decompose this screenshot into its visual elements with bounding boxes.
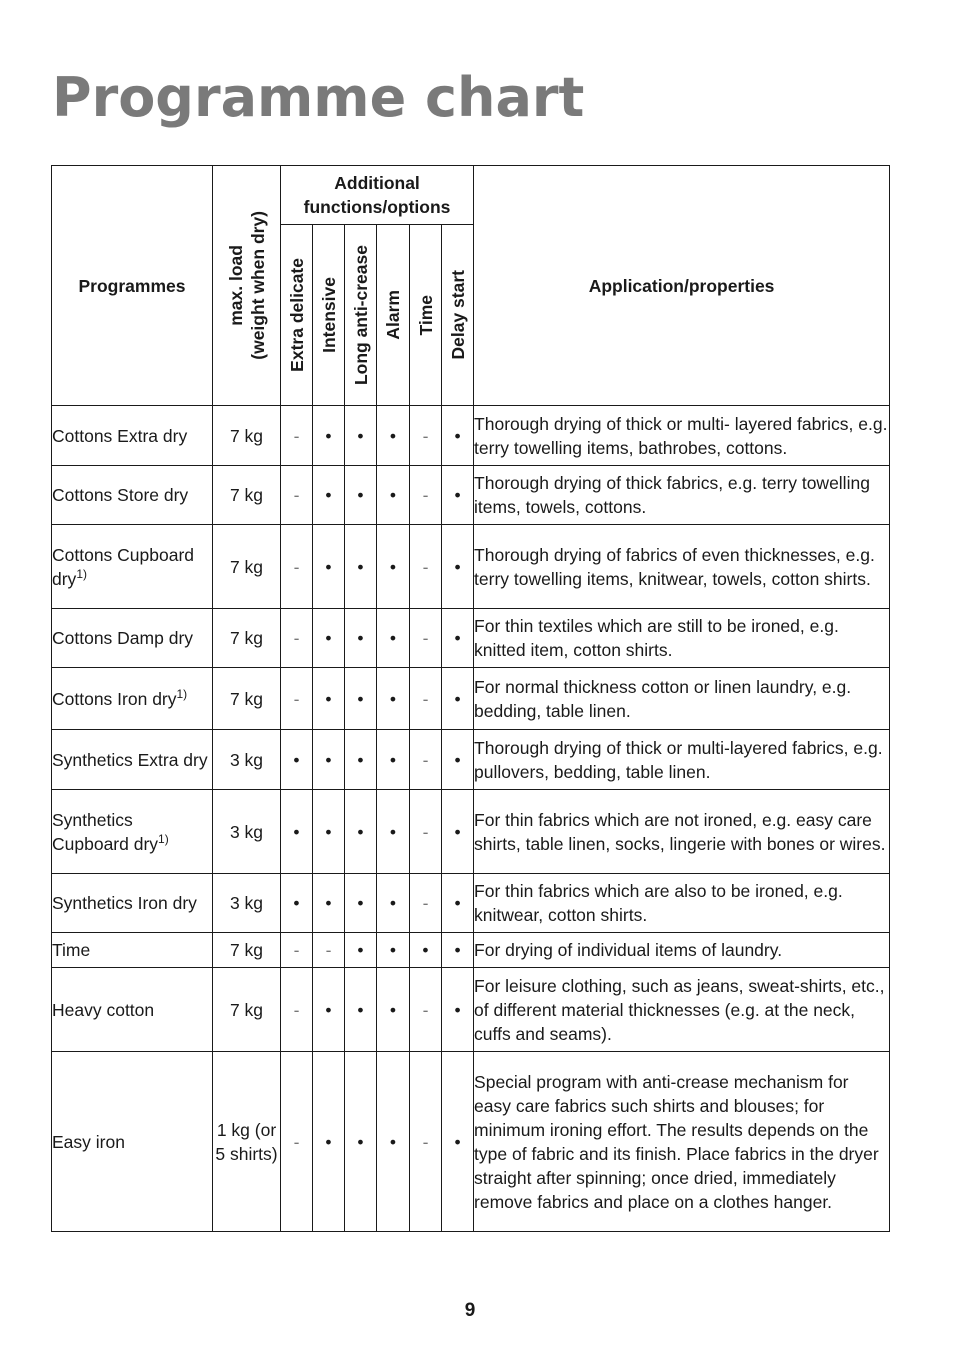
table-row [52, 1052, 890, 1232]
option-available-mark: • [422, 940, 429, 960]
option-cell [313, 609, 345, 668]
option-available-mark: • [325, 749, 332, 770]
option-header-label: Alarm [383, 290, 403, 340]
option-cell [345, 874, 377, 933]
option-cell [410, 933, 442, 968]
option-available-mark: • [357, 940, 364, 960]
option-cell [410, 874, 442, 933]
programme-name-text: Easy iron [52, 1131, 125, 1152]
programme-rows [52, 406, 890, 1232]
option-cell [377, 790, 410, 874]
max-load-value: 7 kg [213, 466, 281, 525]
table-row [52, 968, 890, 1052]
programme-name [52, 730, 213, 790]
option-unavailable-mark: - [293, 999, 300, 1020]
option-available-mark: • [357, 749, 364, 770]
option-header-label: Extra delicate [286, 258, 307, 372]
option-available-mark: • [454, 628, 461, 648]
option-cell [345, 525, 377, 609]
table-row [52, 406, 890, 466]
programme-name [52, 933, 213, 968]
option-cell [313, 668, 345, 730]
option-cell [313, 874, 345, 933]
option-available-mark: • [325, 556, 332, 577]
option-cell [313, 466, 345, 525]
option-header-label: Long anti-crease [350, 244, 371, 386]
option-cell [442, 609, 474, 668]
option-available-mark: • [357, 425, 364, 446]
option-available-mark: • [454, 485, 461, 505]
page-number: 9 [464, 1300, 476, 1321]
option-available-mark: • [357, 485, 364, 505]
option-available-mark: • [325, 1131, 332, 1152]
programmes-header: Programmes [52, 166, 213, 406]
option-cell [345, 466, 377, 525]
option-cell [377, 668, 410, 730]
option-cell [281, 466, 313, 525]
table-row [52, 466, 890, 525]
option-available-mark: • [325, 425, 332, 446]
option-cell [377, 466, 410, 525]
option-available-mark: • [357, 1131, 364, 1152]
option-cell [442, 466, 474, 525]
max-load-value: 3 kg [213, 730, 281, 790]
table-row [52, 874, 890, 933]
option-cell [345, 968, 377, 1052]
max-load-header [213, 166, 281, 406]
option-available-mark: • [325, 485, 332, 505]
option-header-long-anti-crease [345, 225, 377, 406]
option-available-mark: • [293, 749, 300, 770]
option-cell [410, 1052, 442, 1232]
option-available-mark: • [454, 749, 461, 770]
option-header-extra-delicate [281, 225, 313, 406]
option-available-mark: • [293, 821, 300, 842]
table-row [52, 790, 890, 874]
option-available-mark: • [454, 688, 461, 709]
programme-chart-table [51, 165, 890, 1232]
max-load-value: 7 kg [213, 406, 281, 466]
programme-name-text: Synthetics Cupboard dry [52, 809, 159, 854]
programme-name-text: Cottons Iron dry [52, 688, 177, 709]
option-cell [281, 406, 313, 466]
option-cell [442, 933, 474, 968]
option-unavailable-mark: - [422, 556, 429, 577]
option-available-mark: • [325, 821, 332, 842]
max-load-value: 1 kg (or 5 shirts) [213, 1052, 281, 1232]
option-cell [377, 609, 410, 668]
option-cell [281, 730, 313, 790]
application-text: For thin fabrics which are also to be ironed, e.g. knitwear, cotton shirts. [474, 874, 890, 933]
option-cell [345, 933, 377, 968]
option-cell [442, 790, 474, 874]
max-load-value: 7 kg [213, 525, 281, 609]
option-cell [377, 1052, 410, 1232]
programme-name [52, 790, 213, 874]
option-cell [442, 968, 474, 1052]
max-load-value: 3 kg [213, 874, 281, 933]
option-cell [442, 1052, 474, 1232]
option-available-mark: • [357, 893, 364, 913]
option-available-mark: • [357, 821, 364, 842]
programme-name [52, 668, 213, 730]
additional-sublabel: functions/options [303, 197, 451, 217]
option-unavailable-mark: - [422, 1131, 429, 1152]
option-cell [345, 730, 377, 790]
option-cell [442, 730, 474, 790]
option-cell [313, 933, 345, 968]
option-available-mark: • [454, 425, 461, 446]
option-cell [442, 406, 474, 466]
application-text: Thorough drying of thick or multi-layered fabrics, e.g. pullovers, bedding, table linen. [474, 730, 890, 790]
application-text: For normal thickness cotton or linen laundry, e.g. bedding, table linen. [474, 668, 890, 730]
option-cell [345, 1052, 377, 1232]
application-header: Application/properties [474, 166, 890, 406]
option-available-mark: • [389, 688, 397, 709]
option-unavailable-mark: - [422, 425, 429, 446]
page-title: Programme chart [52, 66, 585, 129]
programme-name-text: Heavy cotton [52, 999, 155, 1020]
option-unavailable-mark: - [422, 999, 429, 1020]
programme-name-text: Time [52, 940, 91, 960]
option-available-mark: • [389, 628, 397, 648]
option-unavailable-mark: - [422, 485, 429, 505]
additional-functions-header [281, 166, 474, 225]
application-text: For drying of individual items of laundry. [474, 933, 890, 968]
option-available-mark: • [325, 893, 332, 913]
option-unavailable-mark: - [422, 688, 429, 709]
option-unavailable-mark: - [293, 556, 300, 577]
option-cell [410, 466, 442, 525]
option-cell [442, 525, 474, 609]
table-row [52, 525, 890, 609]
option-cell [313, 525, 345, 609]
option-cell [345, 668, 377, 730]
option-unavailable-mark: - [293, 425, 300, 446]
max-load-header-text [225, 211, 269, 360]
programme-name-text: Cottons Cupboard dry [52, 544, 195, 589]
option-cell [313, 730, 345, 790]
option-unavailable-mark: - [293, 688, 300, 709]
option-cell [313, 406, 345, 466]
programme-name [52, 406, 213, 466]
option-unavailable-mark: - [422, 893, 429, 913]
option-available-mark: • [454, 556, 461, 577]
max-load-value: 7 kg [213, 968, 281, 1052]
option-cell [377, 968, 410, 1052]
additional-label: Additional [334, 173, 420, 193]
option-cell [281, 525, 313, 609]
option-header-label: Delay start [447, 270, 468, 360]
option-unavailable-mark: - [293, 485, 300, 505]
table-row [52, 933, 890, 968]
option-cell [345, 406, 377, 466]
max-load-sublabel: (weight when dry) [247, 211, 268, 360]
programme-name [52, 466, 213, 525]
option-cell [410, 730, 442, 790]
option-available-mark: • [357, 999, 364, 1020]
option-cell [410, 609, 442, 668]
option-header-time [410, 225, 442, 406]
option-available-mark: • [389, 749, 397, 770]
option-available-mark: • [293, 893, 300, 913]
option-cell [281, 790, 313, 874]
option-cell [377, 933, 410, 968]
option-available-mark: • [389, 999, 397, 1020]
programme-name [52, 525, 213, 609]
programme-name [52, 968, 213, 1052]
option-available-mark: • [357, 688, 364, 709]
table-row [52, 609, 890, 668]
option-available-mark: • [454, 940, 461, 960]
footnote-marker: 1) [176, 686, 188, 701]
option-cell [313, 1052, 345, 1232]
option-cell [345, 790, 377, 874]
programme-name-text: Cottons Store dry [52, 485, 189, 505]
option-unavailable-mark: - [422, 628, 429, 648]
footnote-marker: 1) [158, 831, 169, 846]
option-available-mark: • [325, 628, 332, 648]
programme-name-text: Cottons Damp dry [52, 628, 194, 648]
option-available-mark: • [454, 893, 461, 913]
option-cell [410, 790, 442, 874]
application-text: For leisure clothing, such as jeans, sweat-shirts, etc., of different material thicknesses (e.g. at the neck, cuffs and seams). [474, 968, 890, 1052]
option-cell [281, 968, 313, 1052]
application-text: Thorough drying of thick fabrics, e.g. terry towelling items, towels, cottons. [474, 466, 890, 525]
option-cell [281, 874, 313, 933]
table-row [52, 730, 890, 790]
programme-name-text: Cottons Extra dry [52, 425, 188, 446]
option-available-mark: • [389, 821, 397, 842]
option-available-mark: • [389, 425, 397, 446]
option-cell [313, 968, 345, 1052]
option-cell [377, 730, 410, 790]
option-cell [442, 874, 474, 933]
option-unavailable-mark: - [293, 1131, 300, 1152]
programme-name [52, 609, 213, 668]
option-header-label: Intensive [318, 277, 339, 353]
programme-name-text: Synthetics Iron dry [52, 893, 197, 913]
option-unavailable-mark: - [325, 940, 332, 960]
option-available-mark: • [357, 628, 364, 648]
max-load-label: max. load [225, 245, 246, 326]
option-available-mark: • [454, 1131, 461, 1152]
table-row [52, 668, 890, 730]
option-unavailable-mark: - [422, 749, 429, 770]
option-cell [410, 525, 442, 609]
option-available-mark: • [389, 893, 397, 913]
programme-name [52, 874, 213, 933]
option-cell [442, 668, 474, 730]
option-cell [281, 933, 313, 968]
option-unavailable-mark: - [293, 628, 300, 648]
option-header-alarm [377, 225, 410, 406]
option-available-mark: • [389, 485, 397, 505]
programme-name [52, 1052, 213, 1232]
application-text: Thorough drying of fabrics of even thicknesses, e.g. terry towelling items, knitwear, towels, cotton shirts. [474, 525, 890, 609]
option-available-mark: • [325, 999, 332, 1020]
option-available-mark: • [454, 821, 461, 842]
option-available-mark: • [357, 556, 364, 577]
header-row-top [52, 166, 890, 225]
max-load-value: 7 kg [213, 933, 281, 968]
option-available-mark: • [389, 1131, 397, 1152]
application-text: Special program with anti-crease mechanism for easy care fabrics such shirts and blouses; for minimum ironing effort. The results depends on the type of fabric and its finish. Place fabrics in the dryer straight after spinning; once dried, immediately remove fabrics and place on a clothes hanger. [474, 1052, 890, 1232]
application-text: For thin fabrics which are not ironed, e.g. easy care shirts, table linen, socks, lingerie with bones or wires. [474, 790, 890, 874]
max-load-value: 3 kg [213, 790, 281, 874]
option-cell [377, 406, 410, 466]
programme-name-text: Synthetics Extra dry [52, 749, 208, 770]
option-header-delay-start [442, 225, 474, 406]
option-cell [281, 609, 313, 668]
option-cell [281, 668, 313, 730]
option-cell [410, 406, 442, 466]
option-cell [313, 790, 345, 874]
max-load-value: 7 kg [213, 668, 281, 730]
option-header-intensive [313, 225, 345, 406]
option-available-mark: • [325, 688, 332, 709]
footnote-marker: 1) [76, 566, 87, 581]
option-cell [410, 668, 442, 730]
option-cell [377, 874, 410, 933]
application-text: Thorough drying of thick or multi- layered fabrics, e.g. terry towelling items, bathrobes, cottons. [474, 406, 890, 466]
option-cell [281, 1052, 313, 1232]
option-unavailable-mark: - [422, 821, 429, 842]
option-available-mark: • [389, 556, 397, 577]
option-unavailable-mark: - [293, 940, 300, 960]
option-available-mark: • [454, 999, 461, 1020]
option-available-mark: • [389, 940, 397, 960]
max-load-value: 7 kg [213, 609, 281, 668]
option-header-label: Time [415, 294, 436, 336]
application-text: For thin textiles which are still to be ironed, e.g. knitted item, cotton shirts. [474, 609, 890, 668]
option-cell [345, 609, 377, 668]
option-cell [377, 525, 410, 609]
option-cell [410, 968, 442, 1052]
